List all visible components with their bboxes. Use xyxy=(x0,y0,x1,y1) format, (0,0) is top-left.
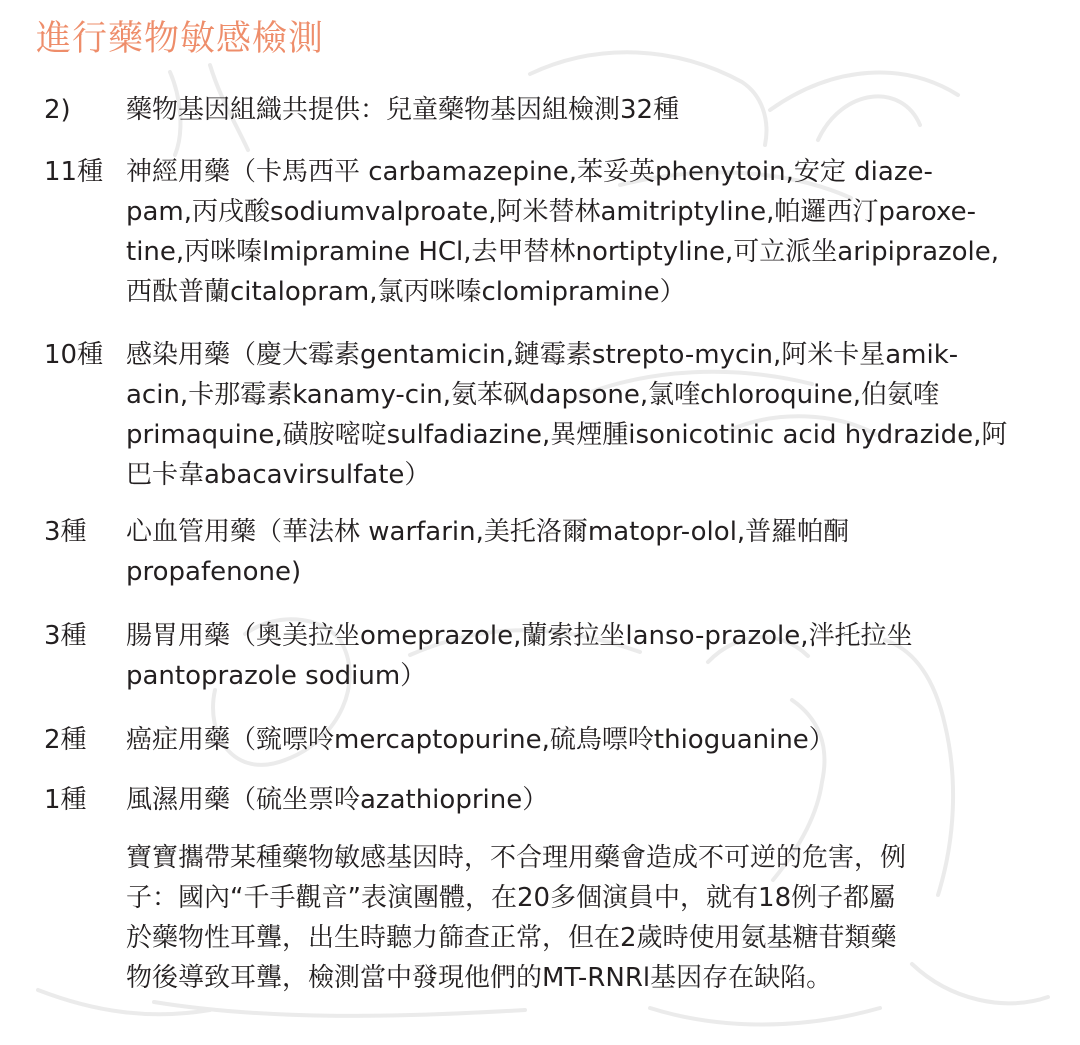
drug-category-description xyxy=(126,616,1046,696)
paragraph-line: 物後導致耳聾，檢測當中發現他們的MT-RNRl基因存在缺陷。 xyxy=(126,963,833,993)
drug-category-description xyxy=(126,90,1046,130)
description-line: 風濕用藥（硫坐票呤azathioprine） xyxy=(126,785,549,815)
drug-category-description xyxy=(126,780,1046,820)
description-line: 藥物基因組織共提供：兒童藥物基因組檢測32種 xyxy=(126,95,680,125)
description-line: propafenone) xyxy=(126,557,302,587)
paragraph-line: 於藥物性耳聾，出生時聽力篩查正常，但在2歲時使用氨基糖苷類藥 xyxy=(126,923,897,953)
description-line: 癌症用藥（巰嘌呤mercaptopurine,硫鳥嘌呤thioguanine） xyxy=(126,725,835,755)
description-line: 神經用藥（卡馬西平 carbamazepine,苯妥英phenytoin,安定 diaze- xyxy=(126,157,933,187)
description-line: 腸胃用藥（奧美拉坐omeprazole,蘭索拉坐lanso-prazole,泮托拉坐 xyxy=(126,621,913,651)
drug-count-label: 10種 xyxy=(44,340,104,370)
drug-category-description xyxy=(126,152,1046,312)
description-line: primaquine,磺胺嘧啶sulfadiazine,異煙腫isonicotinic acid hydrazide,阿 xyxy=(126,420,1008,450)
description-line: 心血管用藥（華法林 warfarin,美托洛爾matopr-olol,普羅帕酮 xyxy=(126,517,850,547)
drug-count-label: 1種 xyxy=(44,785,87,815)
description-line: tine,丙咪嗪lmipramine HCl,去甲替林nortiptyline,可立派坐aripiprazole, xyxy=(126,237,1000,267)
description-line: pantoprazole sodium） xyxy=(126,661,427,691)
drug-count-label: 3種 xyxy=(44,517,87,547)
drug-category-description xyxy=(126,512,1046,592)
drug-category-description xyxy=(126,720,1046,760)
drug-count-label: 2種 xyxy=(44,725,87,755)
sketch-stroke-14 xyxy=(154,1002,525,1016)
drug-count-label: 11種 xyxy=(44,157,104,187)
drug-count-label: 3種 xyxy=(44,621,87,651)
description-line: 巴卡韋abacavirsulfate） xyxy=(126,460,431,490)
paragraph-line: 子：國內“千手觀音”表演團體，在20多個演員中，就有18例子都屬 xyxy=(126,883,896,913)
description-line: pam,丙戌酸sodiumvalproate,阿米替林amitriptyline,帕邏西汀paroxe- xyxy=(126,197,976,227)
explanatory-paragraph xyxy=(126,838,1056,998)
description-line: 西酞普蘭citalopram,氯丙咪嗪clomipramine） xyxy=(126,277,686,307)
description-line: 感染用藥（慶大霉素gentamicin,鏈霉素strepto-mycin,阿米卡星amik- xyxy=(126,340,959,370)
description-line: acin,卡那霉素kanamy-cin,氨苯砜dapsone,氯喹chloroquine,伯氨喹 xyxy=(126,380,940,410)
drug-count-label: 2) xyxy=(44,95,71,125)
sketch-stroke-15 xyxy=(650,1008,880,1025)
drug-category-description xyxy=(126,335,1046,495)
paragraph-line: 寶寶攜帶某種藥物敏感基因時，不合理用藥會造成不可逆的危害，例 xyxy=(126,843,907,873)
page-title: 進行藥物敏感檢測 xyxy=(36,19,325,59)
